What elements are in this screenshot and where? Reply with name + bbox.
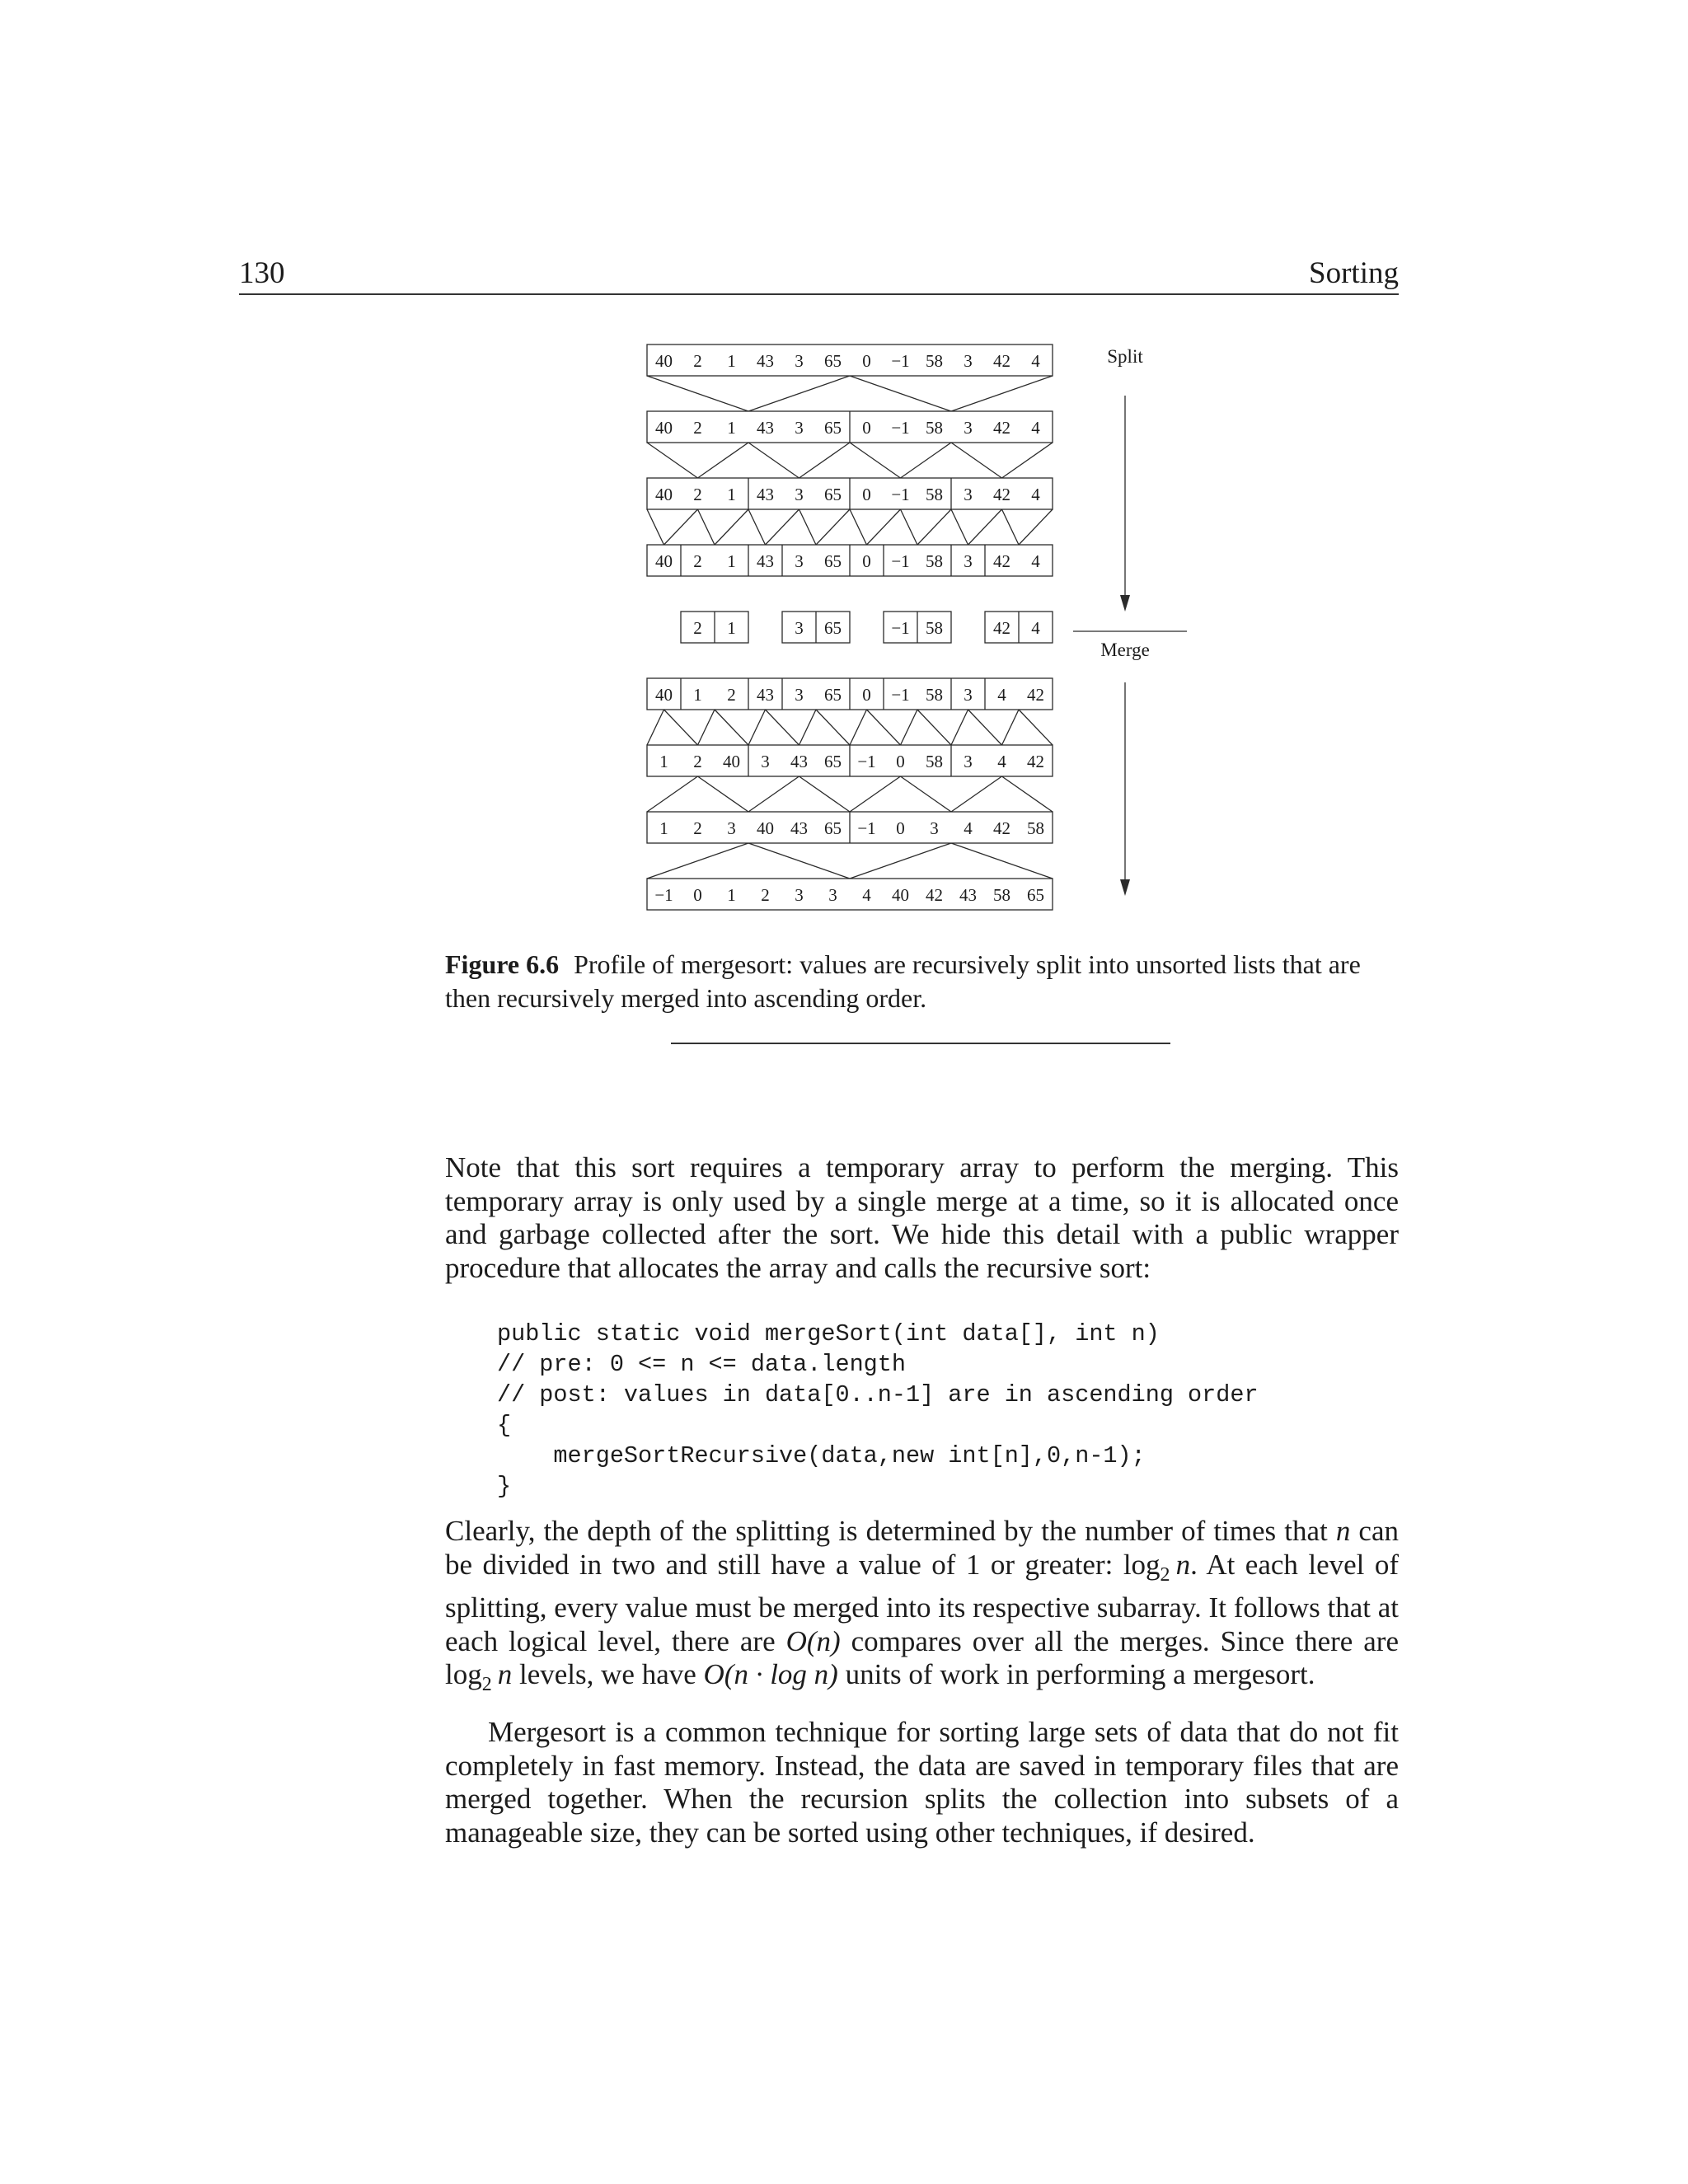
array-value: 3 xyxy=(795,685,804,705)
array-value: 40 xyxy=(655,685,673,705)
math-log2n: $\log_2 n$ xyxy=(445,1658,513,1695)
code-line: // pre: 0 <= n <= data.length xyxy=(497,1351,906,1378)
array-value: 3 xyxy=(727,818,736,838)
merge-connector xyxy=(715,710,748,745)
merge-connector xyxy=(901,710,918,745)
math-log2n: $\log_2 n$ xyxy=(1123,1548,1191,1586)
split-connector xyxy=(951,443,1002,478)
array-value: 65 xyxy=(824,485,842,504)
merge-connector xyxy=(1019,710,1053,745)
array-value: 3 xyxy=(964,551,973,571)
array-value: 58 xyxy=(926,485,943,504)
array-value: 1 xyxy=(693,685,702,705)
array-value: 43 xyxy=(959,885,977,905)
split-connector xyxy=(951,509,968,545)
code-line: { xyxy=(497,1412,512,1439)
array-value: 40 xyxy=(655,418,673,438)
merge-connector xyxy=(951,776,1002,812)
figure-label: Figure 6.6 xyxy=(445,949,560,979)
page-header xyxy=(239,249,1399,295)
array-value: 58 xyxy=(926,752,943,771)
split-arrow-head xyxy=(1120,595,1130,612)
array-value: 3 xyxy=(828,885,837,905)
array-value: 3 xyxy=(964,351,973,371)
array-value: 65 xyxy=(824,351,842,371)
array-value: 42 xyxy=(993,818,1010,838)
paragraph-3: Mergesort is a common technique for sorting large sets of data that do not fit completely in fast memory. Instead, the data are saved in temporary files that are merged together. When the recursion splits the collection into subsets of a manageable size, they can be sorted using other techniques, if desired. xyxy=(445,1716,1399,1849)
array-value: 43 xyxy=(790,818,808,838)
split-connector xyxy=(1019,509,1053,545)
array-value: 0 xyxy=(896,752,905,771)
array-value: 0 xyxy=(862,351,871,371)
split-connector xyxy=(850,376,951,411)
split-connector xyxy=(850,443,901,478)
array-value: 40 xyxy=(655,351,673,371)
array-value: −1 xyxy=(891,485,910,504)
merge-connector xyxy=(901,776,952,812)
array-value: −1 xyxy=(891,351,910,371)
array-value: 4 xyxy=(862,885,871,905)
split-label: Split xyxy=(1107,346,1143,367)
array-value: 3 xyxy=(761,752,770,771)
array-value: 58 xyxy=(926,351,943,371)
split-connector xyxy=(766,509,799,545)
merge-connector xyxy=(799,776,851,812)
code-listing xyxy=(497,1319,1259,1502)
split-connector xyxy=(901,509,918,545)
paragraph-2: Clearly, the depth of the splitting is determined by the number of times that n can be divided in two and still have a value of 1 or greater: $\log_2 n$. At each level of splitting, every value must be merged into its respective subarray. It follows that at each logical level, there are O(n) compares over all the merges. Since there are $\log_2 n$ levels, we have O(n · log n) units of work in performing a mergesort. xyxy=(445,1515,1399,1695)
split-connector xyxy=(968,509,1002,545)
split-connector xyxy=(901,443,952,478)
array-value: −1 xyxy=(857,818,876,838)
array-value: 40 xyxy=(723,752,740,771)
array-value: 3 xyxy=(795,351,804,371)
split-connector xyxy=(647,509,664,545)
split-connector xyxy=(1002,509,1020,545)
split-connector xyxy=(917,509,951,545)
array-value: 4 xyxy=(1031,418,1040,438)
array-value: 43 xyxy=(757,551,774,571)
code-line: } xyxy=(497,1473,512,1500)
array-value: 40 xyxy=(757,818,774,838)
merge-connector xyxy=(748,776,799,812)
array-value: 58 xyxy=(1027,818,1044,838)
array-value: 43 xyxy=(757,685,774,705)
array-value: 65 xyxy=(824,551,842,571)
array-value: 3 xyxy=(795,885,804,905)
array-value: 3 xyxy=(795,618,804,638)
split-connector xyxy=(748,509,766,545)
merge-connector xyxy=(850,776,901,812)
array-value: 1 xyxy=(727,551,736,571)
running-title: Sorting xyxy=(1309,256,1399,290)
array-value: 4 xyxy=(1031,485,1040,504)
merge-connector xyxy=(698,710,715,745)
array-value: 42 xyxy=(1027,685,1044,705)
array-value: 65 xyxy=(1027,885,1044,905)
array-value: 42 xyxy=(926,885,943,905)
array-box xyxy=(647,344,1053,376)
array-value: 3 xyxy=(964,752,973,771)
array-value: 1 xyxy=(727,618,736,638)
array-value: 3 xyxy=(930,818,939,838)
split-connector xyxy=(715,509,748,545)
array-value: 0 xyxy=(862,685,871,705)
array-value: −1 xyxy=(891,418,910,438)
array-value: 58 xyxy=(926,418,943,438)
split-connector xyxy=(867,509,901,545)
array-value: 2 xyxy=(693,818,702,838)
array-value: 0 xyxy=(862,551,871,571)
paragraph-1: Note that this sort requires a temporary array to perform the merging. This temporary array is only used by a single merge at a time, so it is allocated once and garbage collected after the sort. We hide this detail with a public wrapper procedure that allocates the array and calls the recursive sort: xyxy=(445,1151,1399,1284)
array-value: −1 xyxy=(654,885,673,905)
code-line: mergeSortRecursive(data,new int[n],0,n-1); xyxy=(497,1442,1146,1469)
array-value: 40 xyxy=(892,885,909,905)
merge-connector xyxy=(867,710,901,745)
split-connector xyxy=(850,509,867,545)
merge-connector xyxy=(698,776,749,812)
array-value: 42 xyxy=(1027,752,1044,771)
array-value: 65 xyxy=(824,685,842,705)
split-connector xyxy=(951,376,1053,411)
array-value: 2 xyxy=(693,418,702,438)
array-value: 58 xyxy=(993,885,1010,905)
math-n: n xyxy=(1335,1515,1351,1547)
array-value: 1 xyxy=(727,351,736,371)
array-value: 1 xyxy=(727,418,736,438)
array-value: 0 xyxy=(896,818,905,838)
array-value: 2 xyxy=(693,618,702,638)
array-value: 4 xyxy=(1031,618,1040,638)
array-value: −1 xyxy=(891,551,910,571)
array-value: 65 xyxy=(824,418,842,438)
split-connector xyxy=(816,509,850,545)
figure-caption xyxy=(445,948,1399,1015)
merge-connector xyxy=(647,710,664,745)
array-value: −1 xyxy=(857,752,876,771)
array-value: 0 xyxy=(693,885,702,905)
mergesort-profile-figure xyxy=(635,330,1212,923)
array-value: 4 xyxy=(964,818,973,838)
array-value: 43 xyxy=(757,418,774,438)
array-value: 43 xyxy=(757,351,774,371)
array-value: −1 xyxy=(891,618,910,638)
array-value: 42 xyxy=(993,351,1010,371)
merge-connector xyxy=(951,710,968,745)
array-value: 42 xyxy=(993,485,1010,504)
split-connector xyxy=(698,509,715,545)
merge-connector xyxy=(1002,776,1053,812)
merge-connector xyxy=(748,843,850,879)
array-value: 3 xyxy=(964,485,973,504)
split-connector xyxy=(799,443,851,478)
array-value: 3 xyxy=(795,551,804,571)
merge-connector xyxy=(766,710,799,745)
array-value: 3 xyxy=(795,418,804,438)
array-value: 0 xyxy=(862,418,871,438)
array-value: 42 xyxy=(993,618,1010,638)
array-box xyxy=(647,879,1053,910)
merge-connector xyxy=(748,710,766,745)
merge-connector xyxy=(951,843,1053,879)
split-connector xyxy=(748,376,850,411)
array-value: 58 xyxy=(926,551,943,571)
array-value: 4 xyxy=(1031,551,1040,571)
array-value: 2 xyxy=(761,885,770,905)
array-value: 1 xyxy=(659,752,668,771)
array-value: 1 xyxy=(727,485,736,504)
array-value: 40 xyxy=(655,551,673,571)
merge-connector xyxy=(664,710,698,745)
merge-connector xyxy=(1002,710,1020,745)
array-value: 3 xyxy=(795,485,804,504)
array-value: 43 xyxy=(790,752,808,771)
merge-label: Merge xyxy=(1100,640,1150,660)
split-connector xyxy=(799,509,817,545)
split-connector xyxy=(748,443,799,478)
array-value: 4 xyxy=(997,685,1006,705)
array-value: −1 xyxy=(891,685,910,705)
array-value: 2 xyxy=(693,551,702,571)
figure-separator-rule xyxy=(671,1043,1170,1044)
merge-connector xyxy=(968,710,1002,745)
array-value: 3 xyxy=(964,685,973,705)
array-value: 65 xyxy=(824,618,842,638)
array-value: 1 xyxy=(727,885,736,905)
code-line: public static void mergeSort(int data[], int n) xyxy=(497,1320,1160,1347)
array-value: 4 xyxy=(997,752,1006,771)
array-value: 4 xyxy=(1031,351,1040,371)
array-value: 1 xyxy=(659,818,668,838)
array-value: 2 xyxy=(727,685,736,705)
merge-connector xyxy=(647,776,698,812)
split-connector xyxy=(664,509,698,545)
array-value: 58 xyxy=(926,685,943,705)
array-value: 2 xyxy=(693,752,702,771)
math-O-n: O(n) xyxy=(785,1624,841,1657)
merge-connector xyxy=(850,710,867,745)
array-value: 40 xyxy=(655,485,673,504)
math-O-nlogn: O(n · log n) xyxy=(703,1658,838,1690)
merge-connector xyxy=(799,710,817,745)
merge-connector xyxy=(647,843,748,879)
array-value: 65 xyxy=(824,752,842,771)
page-number: 130 xyxy=(239,256,285,290)
array-value: 43 xyxy=(757,485,774,504)
array-value: 0 xyxy=(862,485,871,504)
split-connector xyxy=(647,443,698,478)
array-value: 65 xyxy=(824,818,842,838)
merge-arrow-head xyxy=(1120,879,1130,896)
merge-connector xyxy=(917,710,951,745)
split-connector xyxy=(1002,443,1053,478)
array-value: 42 xyxy=(993,551,1010,571)
merge-connector xyxy=(850,843,951,879)
array-value: 58 xyxy=(926,618,943,638)
array-value: 3 xyxy=(964,418,973,438)
split-connector xyxy=(647,376,748,411)
array-value: 2 xyxy=(693,485,702,504)
figure-caption-text: Profile of mergesort: values are recursively split into unsorted lists that are then recursively merged into ascending order. xyxy=(445,949,1361,1013)
array-value: 2 xyxy=(693,351,702,371)
split-connector xyxy=(698,443,749,478)
merge-connector xyxy=(816,710,850,745)
array-value: 42 xyxy=(993,418,1010,438)
code-line: // post: values in data[0..n-1] are in ascending order xyxy=(497,1381,1259,1408)
